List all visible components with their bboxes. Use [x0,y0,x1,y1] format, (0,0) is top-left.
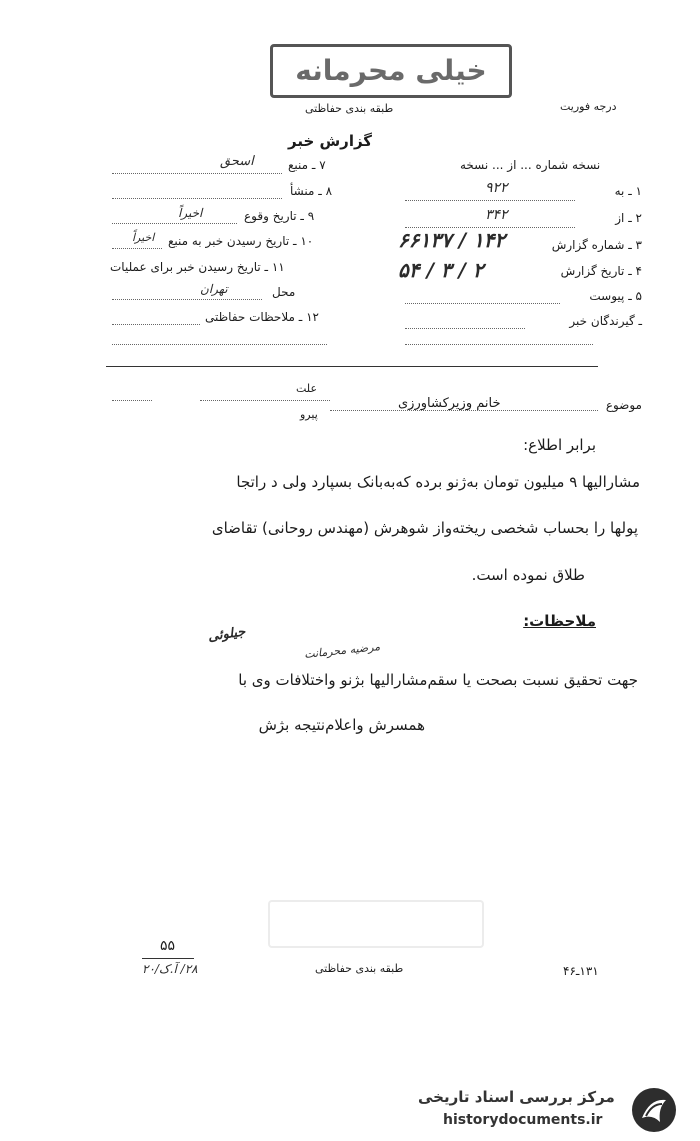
field-receive-date-dots [112,248,162,249]
field-event-date-dots [112,223,237,224]
footer-fraction-bottom: ۲۸/ آ.ک/۲۰ [142,962,198,976]
footer-fraction-top: ۵۵ [160,938,176,954]
field-report-number-value: ۶۶۱۳۷ / ۱۴۲ [398,228,506,252]
field-extra-dots-left [112,344,327,345]
field-location-dots [112,299,262,300]
field-from-label: ۲ ـ از [615,211,642,225]
remarks-label: ملاحظات: [523,612,596,630]
remarks-line-1: جهت تحقیق نسبت بصحت یا سقم‌مشارالیها بژنو واختلافات وی با [238,671,638,689]
field-security-notes-label: ۱۲ ـ ملاحظات حفاظتی [205,310,319,324]
urgency-label: درجه فوریت [560,100,617,113]
copy-number-line: نسخه شماره ... از ... نسخه [460,158,601,172]
body-line-3: طلاق نموده است. [471,566,585,584]
subject-side-dots [200,400,330,401]
field-location-label: محل [272,285,296,299]
field-event-date-label: ۹ ـ تاریخ وقوع [244,209,315,223]
remarks-line-2: همسرش واعلام‌نتیجه بژش [258,716,425,734]
body-line-1: مشارالیها ۹ میلیون تومان به‌ژنو برده که‌به‌بانک بسپارد ولی د راتجا [236,473,640,491]
field-attachment-dots [405,303,560,304]
watermark-site: historydocuments.ir [443,1112,603,1128]
field-receive-date-value: اخیراً [132,231,155,244]
subject-label: موضوع [605,398,642,412]
field-event-date-value: اخیراً [178,206,203,220]
remarks-note-top: جیلوئی [207,624,247,645]
field-to-value: ۹۲۲ [485,180,508,196]
field-source-label: ۷ ـ منبع [288,158,326,172]
field-report-date-value: ۵۴ / ۳ / ۲ [398,258,484,282]
field-attachment-label: ۵ ـ پیوست [589,289,642,303]
field-security-notes-dots [112,324,200,325]
subject-side-top: علت [296,382,318,395]
footer-fraction-line [142,958,194,959]
field-receive-date-label: ۱۰ ـ تاریخ رسیدن خبر به منبع [168,234,314,248]
field-recipients-dots [405,328,525,329]
field-to-label: ۱ ـ به [614,184,642,198]
field-from-value: ۳۴۲ [485,207,508,223]
field-report-date-label: ۴ ـ تاریخ گزارش [560,264,642,278]
field-to-dots [405,200,575,201]
watermark-org-name: مرکز بررسی اسناد تاریخی [418,1088,615,1106]
field-recipients-label: ـ گیرندگان خبر [569,314,642,328]
field-source-value: اسحق [220,154,254,169]
field-report-number-label: ۳ ـ شماره گزارش [551,238,642,252]
footer-doc-number: ۱۳۱ـ۴۶ [563,964,599,978]
body-salutation: برابر اطلاع: [523,436,596,454]
classification-label: طبقه بندی حفاظتی [305,102,394,115]
field-origin-dots [112,198,282,199]
doc-title: گزارش خبر [288,132,373,150]
footer-classification-label: طبقه بندی حفاظتی [315,962,404,975]
subject-value: خانم وزیرکشاورزی [398,396,501,411]
remarks-note-mid: مرضیه محرمانت [303,640,381,661]
subject-side-bottom: پیرو [300,408,318,421]
field-ops-date-label: ۱۱ ـ تاریخ رسیدن خبر برای عملیات [110,260,285,274]
field-source-dots [112,173,282,174]
subject-far-dots [112,400,152,401]
field-origin-label: ۸ ـ منشأ [290,184,333,198]
classification-stamp: خیلی محرمانه [270,44,512,98]
body-line-2: پولها را بحساب شخصی ریخته‌واز شوهرش (مهندس روحانی) تقاضای [211,519,638,537]
faint-stamp [268,900,484,948]
watermark-logo-icon [630,1086,678,1134]
subject-dots [330,410,598,411]
section-divider [106,366,598,367]
field-location-value: تهران [200,282,228,296]
field-extra-dots-right [405,344,593,345]
